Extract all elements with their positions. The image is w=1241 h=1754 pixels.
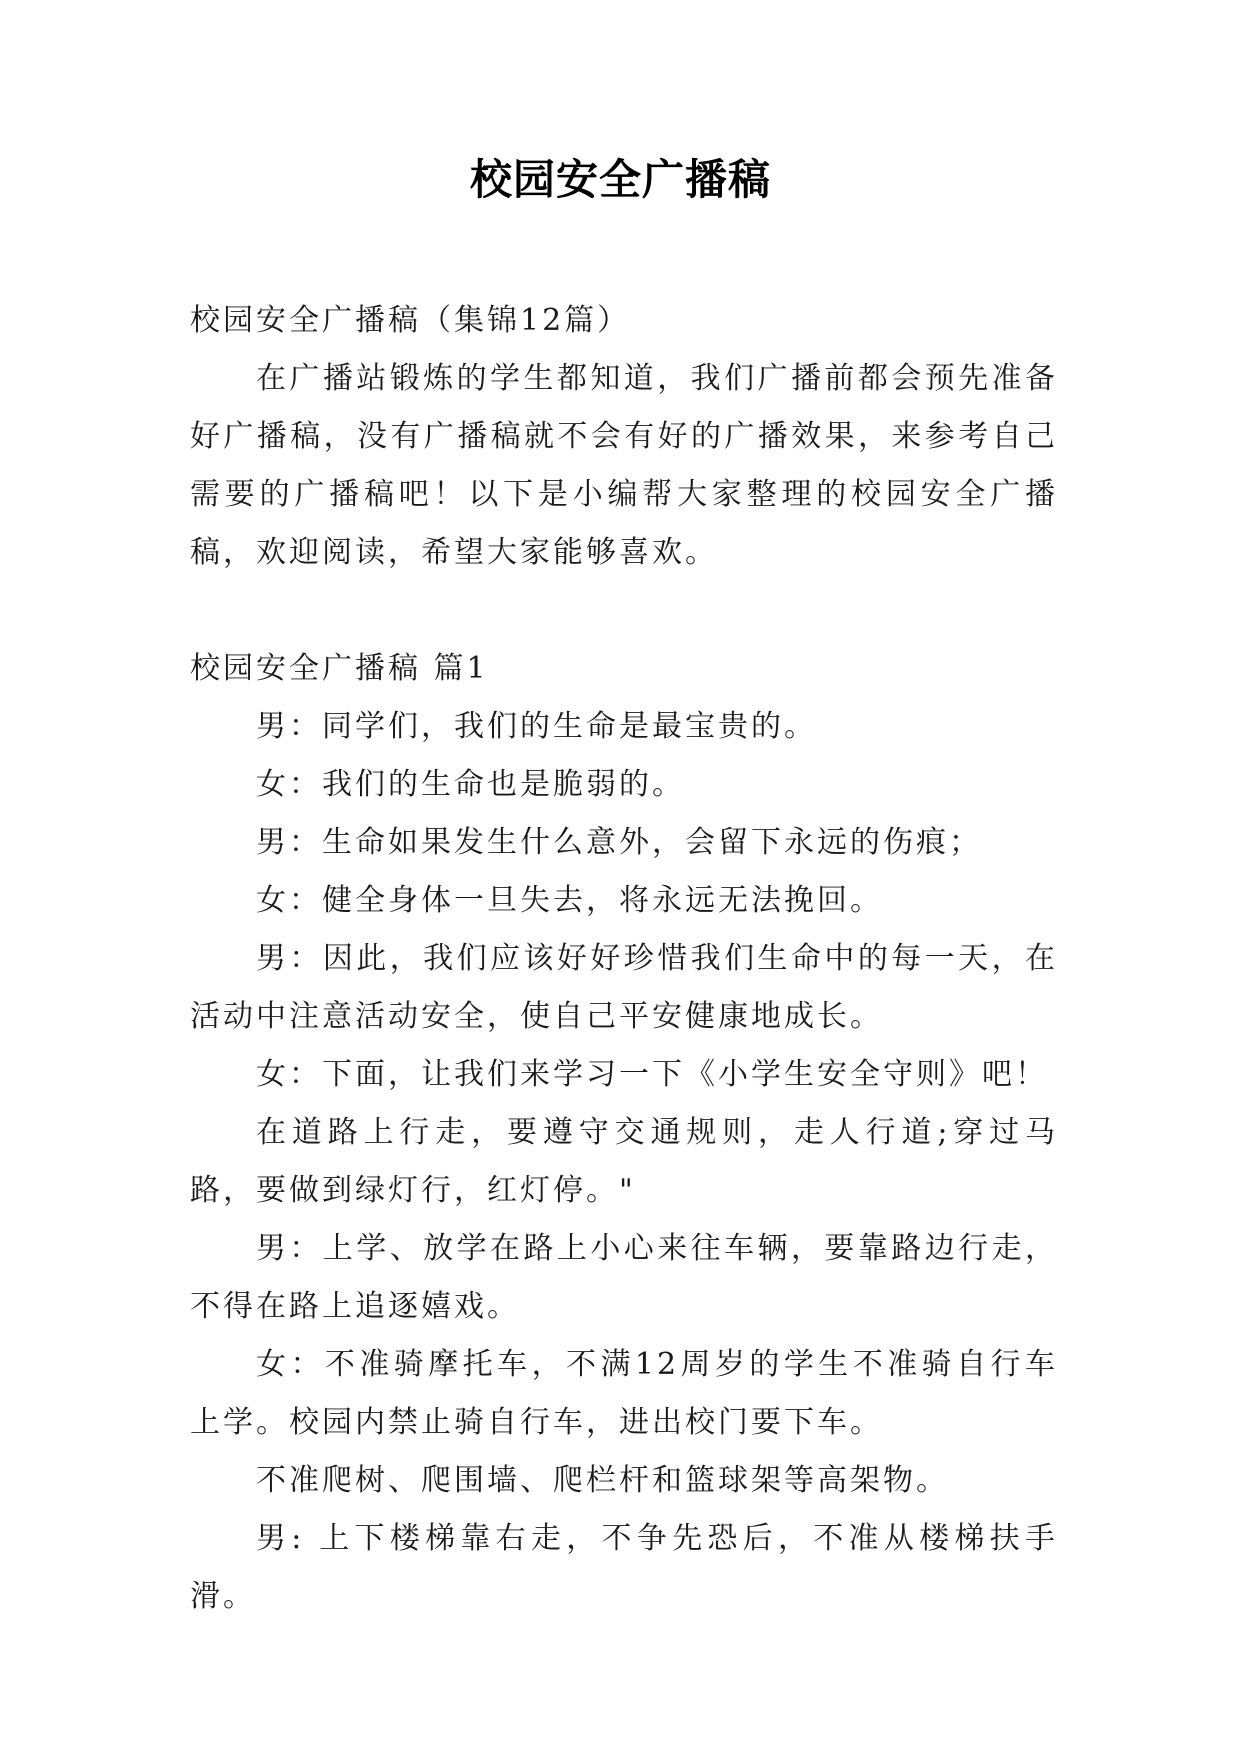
dialogue-line: 男：上学、放学在路上小心来往车辆，要靠路边行走，不得在路上追逐嬉戏。	[190, 1231, 1058, 1324]
dialogue-line: 女：下面，让我们来学习一下《小学生安全守则》吧！	[256, 1057, 1048, 1092]
dialogue-line: 在道路上行走，要遵守交通规则，走人行道;穿过马路，要做到绿灯行，红灯停。"	[190, 1115, 1058, 1208]
dialogue-line: 女：不准骑摩托车，不满12周岁的学生不准骑自行车上学。校园内禁止骑自行车，进出校门要下车。	[190, 1347, 1058, 1440]
document-title: 校园安全广播稿	[469, 155, 771, 204]
dialogue-line: 不准爬树、爬围墙、爬栏杆和篮球架等高架物。	[256, 1463, 949, 1498]
dialogue-line: 女：健全身体一旦失去，将永远无法挽回。	[256, 883, 883, 918]
intro-paragraph: 在广播站锻炼的学生都知道，我们广播前都会预先准备好广播稿，没有广播稿就不会有好的广播效果，来参考自己需要的广播稿吧！以下是小编帮大家整理的校园安全广播稿，欢迎阅读，希望大家能够喜欢。	[190, 361, 1058, 570]
dialogue-line: 男: 上下楼梯靠右走，不争先恐后，不准从楼梯扶手滑。	[190, 1521, 1058, 1614]
dialogue-line: 女：我们的生命也是脆弱的。	[256, 767, 685, 802]
section-heading: 校园安全广播稿 篇1	[190, 651, 489, 686]
dialogue-line: 男：生命如果发生什么意外，会留下永远的伤痕；	[256, 825, 982, 860]
collection-heading: 校园安全广播稿（集锦12篇）	[190, 303, 631, 338]
dialogue-line: 男：同学们，我们的生命是最宝贵的。	[256, 709, 817, 744]
dialogue-line: 男：因此，我们应该好好珍惜我们生命中的每一天，在活动中注意活动安全，使自己平安健康地成长。	[190, 941, 1058, 1034]
document-body	[190, 292, 1058, 1626]
